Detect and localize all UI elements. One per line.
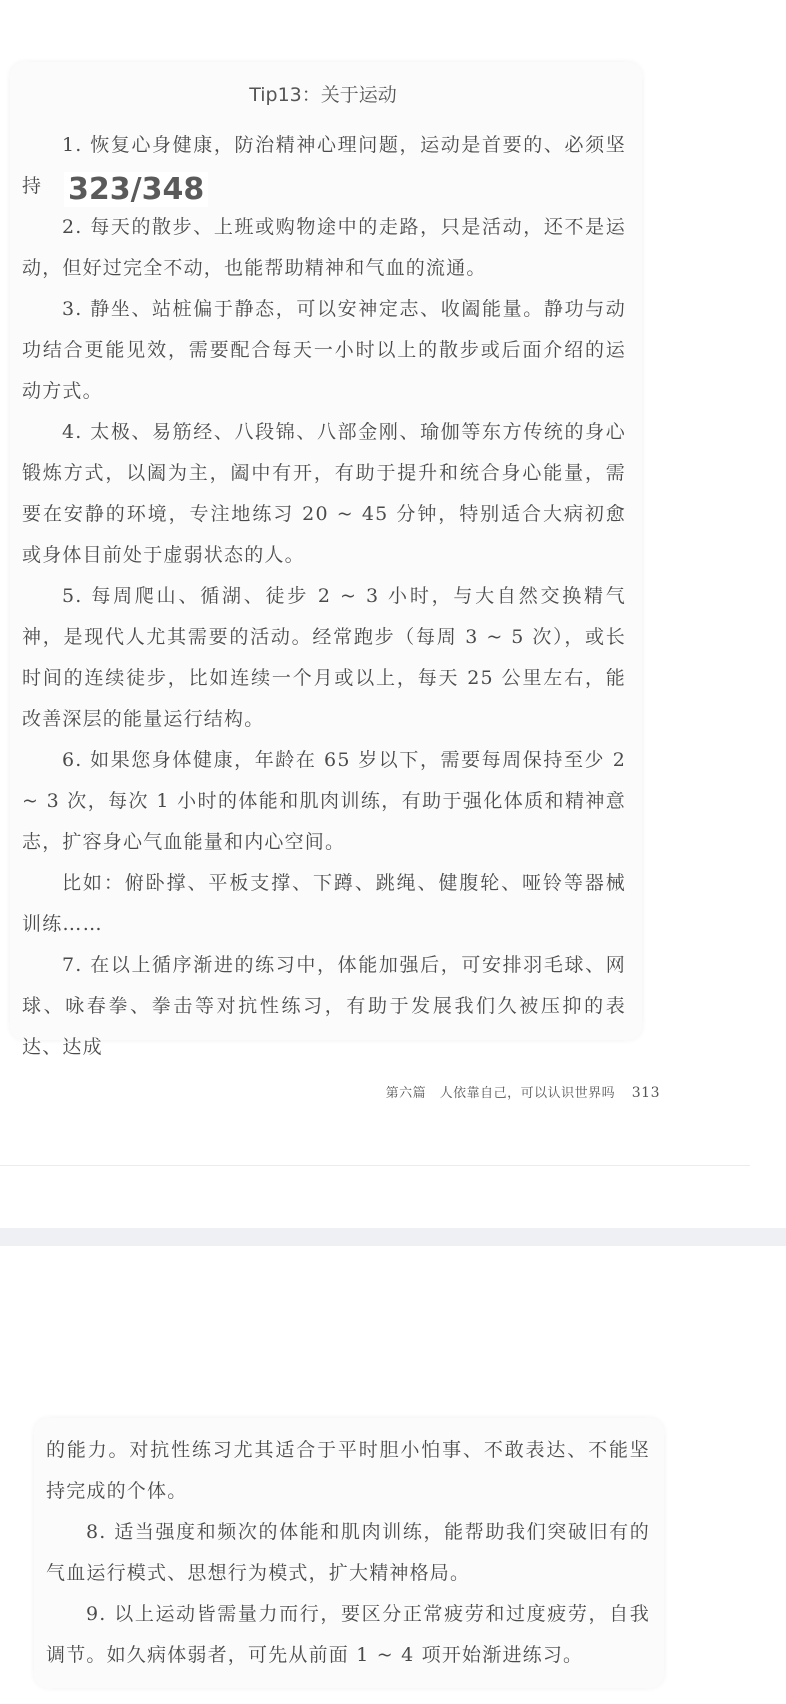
paragraph-5: 5. 每周爬山、循湖、徒步 2 ~ 3 小时，与大自然交换精气神，是现代人尤其需要的活动。经常跑步（每周 3 ~ 5 次），或长时间的连续徒步，比如连续一个月或以上，每天 25 公里左右，能改善深层的能量运行结构。 <box>22 585 626 730</box>
chapter-title: 第六篇 人依靠自己，可以认识世界吗 <box>385 1086 616 1101</box>
paragraph-9: 9. 以上运动皆需量力而行，要区分正常疲劳和过度疲劳，自我调节。如久病体弱者，可先从前面 1 ~ 4 项开始渐进练习。 <box>46 1603 650 1666</box>
page-edge-line <box>0 1165 750 1166</box>
page-number: 313 <box>631 1085 660 1101</box>
paragraph-example: 比如：俯卧撑、平板支撑、下蹲、跳绳、健腹轮、哑铃等器械训练…… <box>22 872 626 935</box>
page-footer <box>360 1082 660 1101</box>
paragraph-8: 8. 适当强度和频次的体能和肌肉训练，能帮助我们突破旧有的气血运行模式、思想行为模式，扩大精神格局。 <box>46 1521 650 1584</box>
paragraph-4: 4. 太极、易筋经、八段锦、八部金刚、瑜伽等东方传统的身心锻炼方式，以阖为主，阖中有开，有助于提升和统合身心能量，需要在安静的环境，专注地练习 20 ~ 45 分钟，特别适合大病初愈或身体目前处于虚弱状态的人。 <box>22 421 626 566</box>
paragraph-7-continued: 的能力。对抗性练习尤其适合于平时胆小怕事、不敢表达、不能坚持完成的个体。 <box>46 1439 650 1502</box>
page-counter: 323/348 <box>64 172 208 207</box>
page-separator <box>0 1228 786 1246</box>
paragraph-3: 3. 静坐、站桩偏于静态，可以安神定志、收阖能量。静功与动功结合更能见效，需要配合每天一小时以上的散步或后面介绍的运动方式。 <box>22 298 626 402</box>
paragraph-2: 2. 每天的散步、上班或购物途中的走路，只是活动，还不是运动，但好过完全不动，也能帮助精神和气血的流通。 <box>22 216 626 279</box>
section-title: Tip13：关于运动 <box>249 84 397 106</box>
paragraph-7: 7. 在以上循序渐进的练习中，体能加强后，可安排羽毛球、网球、咏春拳、拳击等对抗性练习，有助于发展我们久被压抑的表达、达成 <box>22 954 626 1058</box>
paragraph-1: 1. 恢复心身健康，防治精神心理问题，运动是首要的、必须坚持 <box>22 134 626 197</box>
paragraph-6: 6. 如果您身体健康，年龄在 65 岁以下，需要每周保持至少 2 ~ 3 次，每次 1 小时的体能和肌肉训练，有助于强化体质和精神意志，扩容身心气血能量和内心空间。 <box>22 749 626 853</box>
